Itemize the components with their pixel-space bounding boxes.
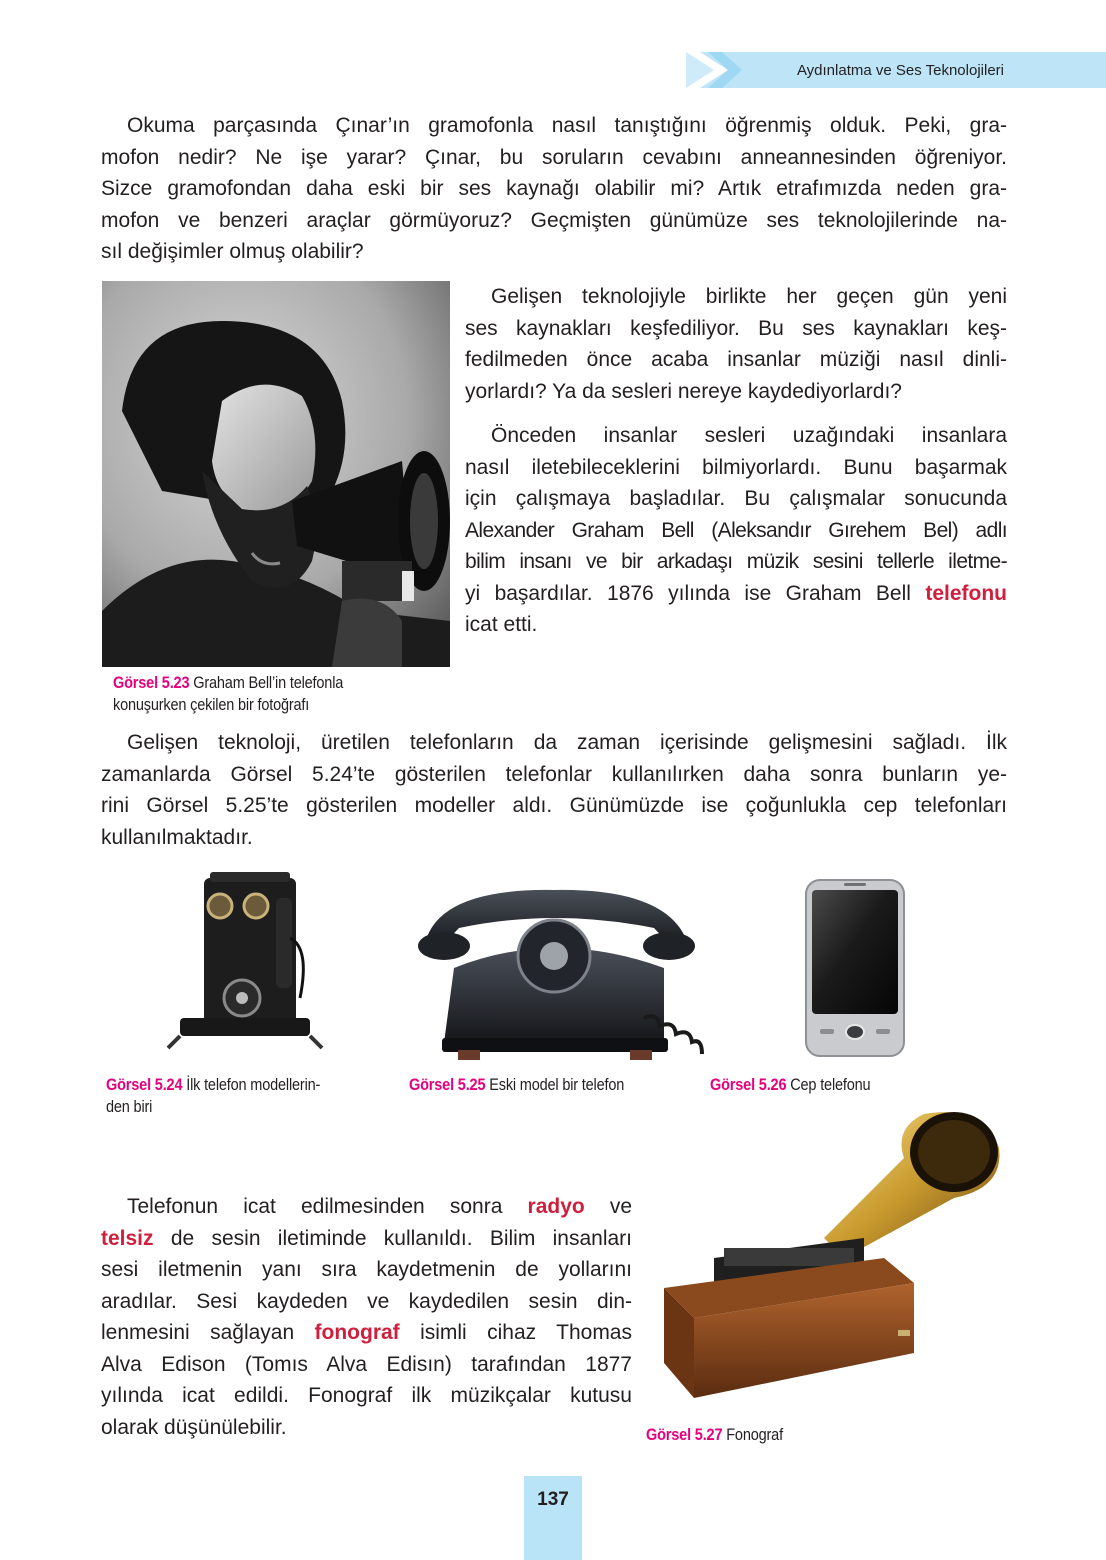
caption-label: Görsel 5.23 — [113, 674, 190, 692]
text-line: bilim insanı ve bir arkadaşı müzik sesini tellerle iletme- — [465, 550, 1007, 573]
keyword-fonograf: fonograf — [314, 1321, 400, 1344]
text-line: yılında icat edildi. Fonograf ilk müzikçalar kutusu — [101, 1384, 632, 1407]
text-fragment: ve — [584, 1195, 633, 1218]
text-line — [101, 1191, 632, 1223]
text-line — [101, 1317, 632, 1349]
caption-text: Fonograf — [722, 1426, 783, 1444]
text-line: olarak düşünülebilir. — [101, 1415, 287, 1439]
text-fragment: Telefonun icat edilmesinden sonra — [127, 1195, 528, 1218]
caption-text: Cep telefonu — [786, 1076, 871, 1094]
mobile-phone-image — [804, 878, 906, 1058]
intro-paragraph — [101, 110, 1007, 268]
text-line: zamanlarda Görsel 5.24’te gösterilen telefonlar kullanılırken daha sonra bunların ye- — [101, 762, 1007, 786]
text-line: icat etti. — [465, 613, 538, 636]
text-line: mofon ve benzeri araçlar görmüyoruz? Geçmişten günümüze ses teknolojilerinde na- — [101, 208, 1007, 232]
text-fragment: de sesin iletiminde kullanıldı. Bilim insanları — [153, 1226, 632, 1250]
text-line — [101, 1223, 632, 1255]
text-line — [465, 578, 1007, 610]
paragraph-new-sources — [465, 281, 1007, 407]
text-line: sesi iletmenin yanı sıra kaydetmenin de yollarını — [101, 1258, 632, 1281]
text-line: Sizce gramofondan daha eski bir ses kaynağı olabilir mi? Artık etrafımızda neden gra- — [101, 177, 1007, 200]
caption-5-24 — [106, 1074, 320, 1118]
caption-text: konuşurken çekilen bir fotoğrafı — [113, 696, 310, 714]
text-line: fedilmeden önce acaba insanlar müziği nasıl dinli- — [465, 348, 1007, 371]
text-fragment: yi başardılar. 1876 yılında ise Graham Bell — [465, 581, 926, 605]
page-number: 137 — [537, 1489, 569, 1510]
rotary-telephone-image — [414, 878, 704, 1064]
keyword-radyo: radyo — [527, 1195, 585, 1218]
text-line: yorlardı? Ya da sesleri nereye kaydediyorlardı? — [465, 379, 902, 403]
keyword-telefonu: telefonu — [925, 581, 1007, 605]
wall-telephone-image — [160, 868, 330, 1058]
text-line: Gelişen teknolojiyle birlikte her geçen gün yeni — [491, 285, 1007, 308]
text-line: Alexander Graham Bell (Aleksandır Gırehem Bel) adlı — [465, 518, 1007, 542]
text-line: sıl değişimler olmuş olabilir? — [101, 240, 364, 263]
text-line: Alva Edison (Tomıs Alva Edisın) tarafından 1877 — [101, 1352, 632, 1376]
text-line: ses kaynakları keşfediliyor. Bu ses kaynakları keş- — [465, 316, 1007, 340]
phonograph-image — [654, 1108, 1004, 1418]
keyword-telsiz: telsiz — [101, 1226, 154, 1250]
caption-label: Görsel 5.27 — [646, 1426, 723, 1444]
paragraph-phone-evolution — [101, 727, 1007, 853]
paragraph-telephone-history — [465, 420, 1007, 641]
text-fragment: isimli cihaz Thomas — [399, 1321, 632, 1344]
caption-label: Görsel 5.25 — [409, 1076, 486, 1094]
caption-text: den biri — [106, 1098, 153, 1116]
text-line: nasıl iletebileceklerini bilmiyorlardı. Bunu başarmak — [465, 455, 1007, 479]
caption-label: Görsel 5.26 — [710, 1076, 787, 1094]
caption-text: Graham Bell’in telefonla — [189, 674, 344, 692]
text-line: için çalışmaya başladılar. Bu çalışmalar sonucunda — [465, 487, 1007, 510]
text-line: Gelişen teknoloji, üretilen telefonların da zaman içerisinde gelişmesini sağladı. İlk — [127, 731, 1007, 754]
text-line: Okuma parçasında Çınar’ın gramofonla nasıl tanıştığını öğrenmiş olduk. Peki, gra- — [127, 114, 1007, 137]
text-fragment: lenmesini sağlayan — [101, 1321, 315, 1344]
caption-5-26 — [710, 1074, 870, 1096]
caption-text: Eski model bir telefon — [485, 1076, 625, 1094]
graham-bell-photo — [102, 281, 450, 667]
paragraph-radio-phonograph — [101, 1191, 632, 1443]
text-line: Önceden insanlar sesleri uzağındaki insanlara — [491, 424, 1007, 447]
caption-5-23 — [113, 672, 343, 716]
text-line: kullanılmaktadır. — [101, 825, 253, 849]
text-line: mofon nedir? Ne işe yarar? Çınar, bu soruların cevabını anneannesinden öğreniyor. — [101, 145, 1007, 169]
caption-label: Görsel 5.24 — [106, 1076, 183, 1094]
caption-5-25 — [409, 1074, 624, 1096]
text-line: rini Görsel 5.25’te gösterilen modeller aldı. Günümüzde ise çoğunlukla cep telefonları — [101, 794, 1007, 817]
chapter-title: Aydınlatma ve Ses Teknolojileri — [796, 62, 1004, 79]
text-line: aradılar. Sesi kaydeden ve kaydedilen sesin din- — [101, 1289, 632, 1313]
caption-text: İlk telefon modellerin- — [182, 1076, 321, 1094]
caption-5-27 — [646, 1424, 783, 1446]
